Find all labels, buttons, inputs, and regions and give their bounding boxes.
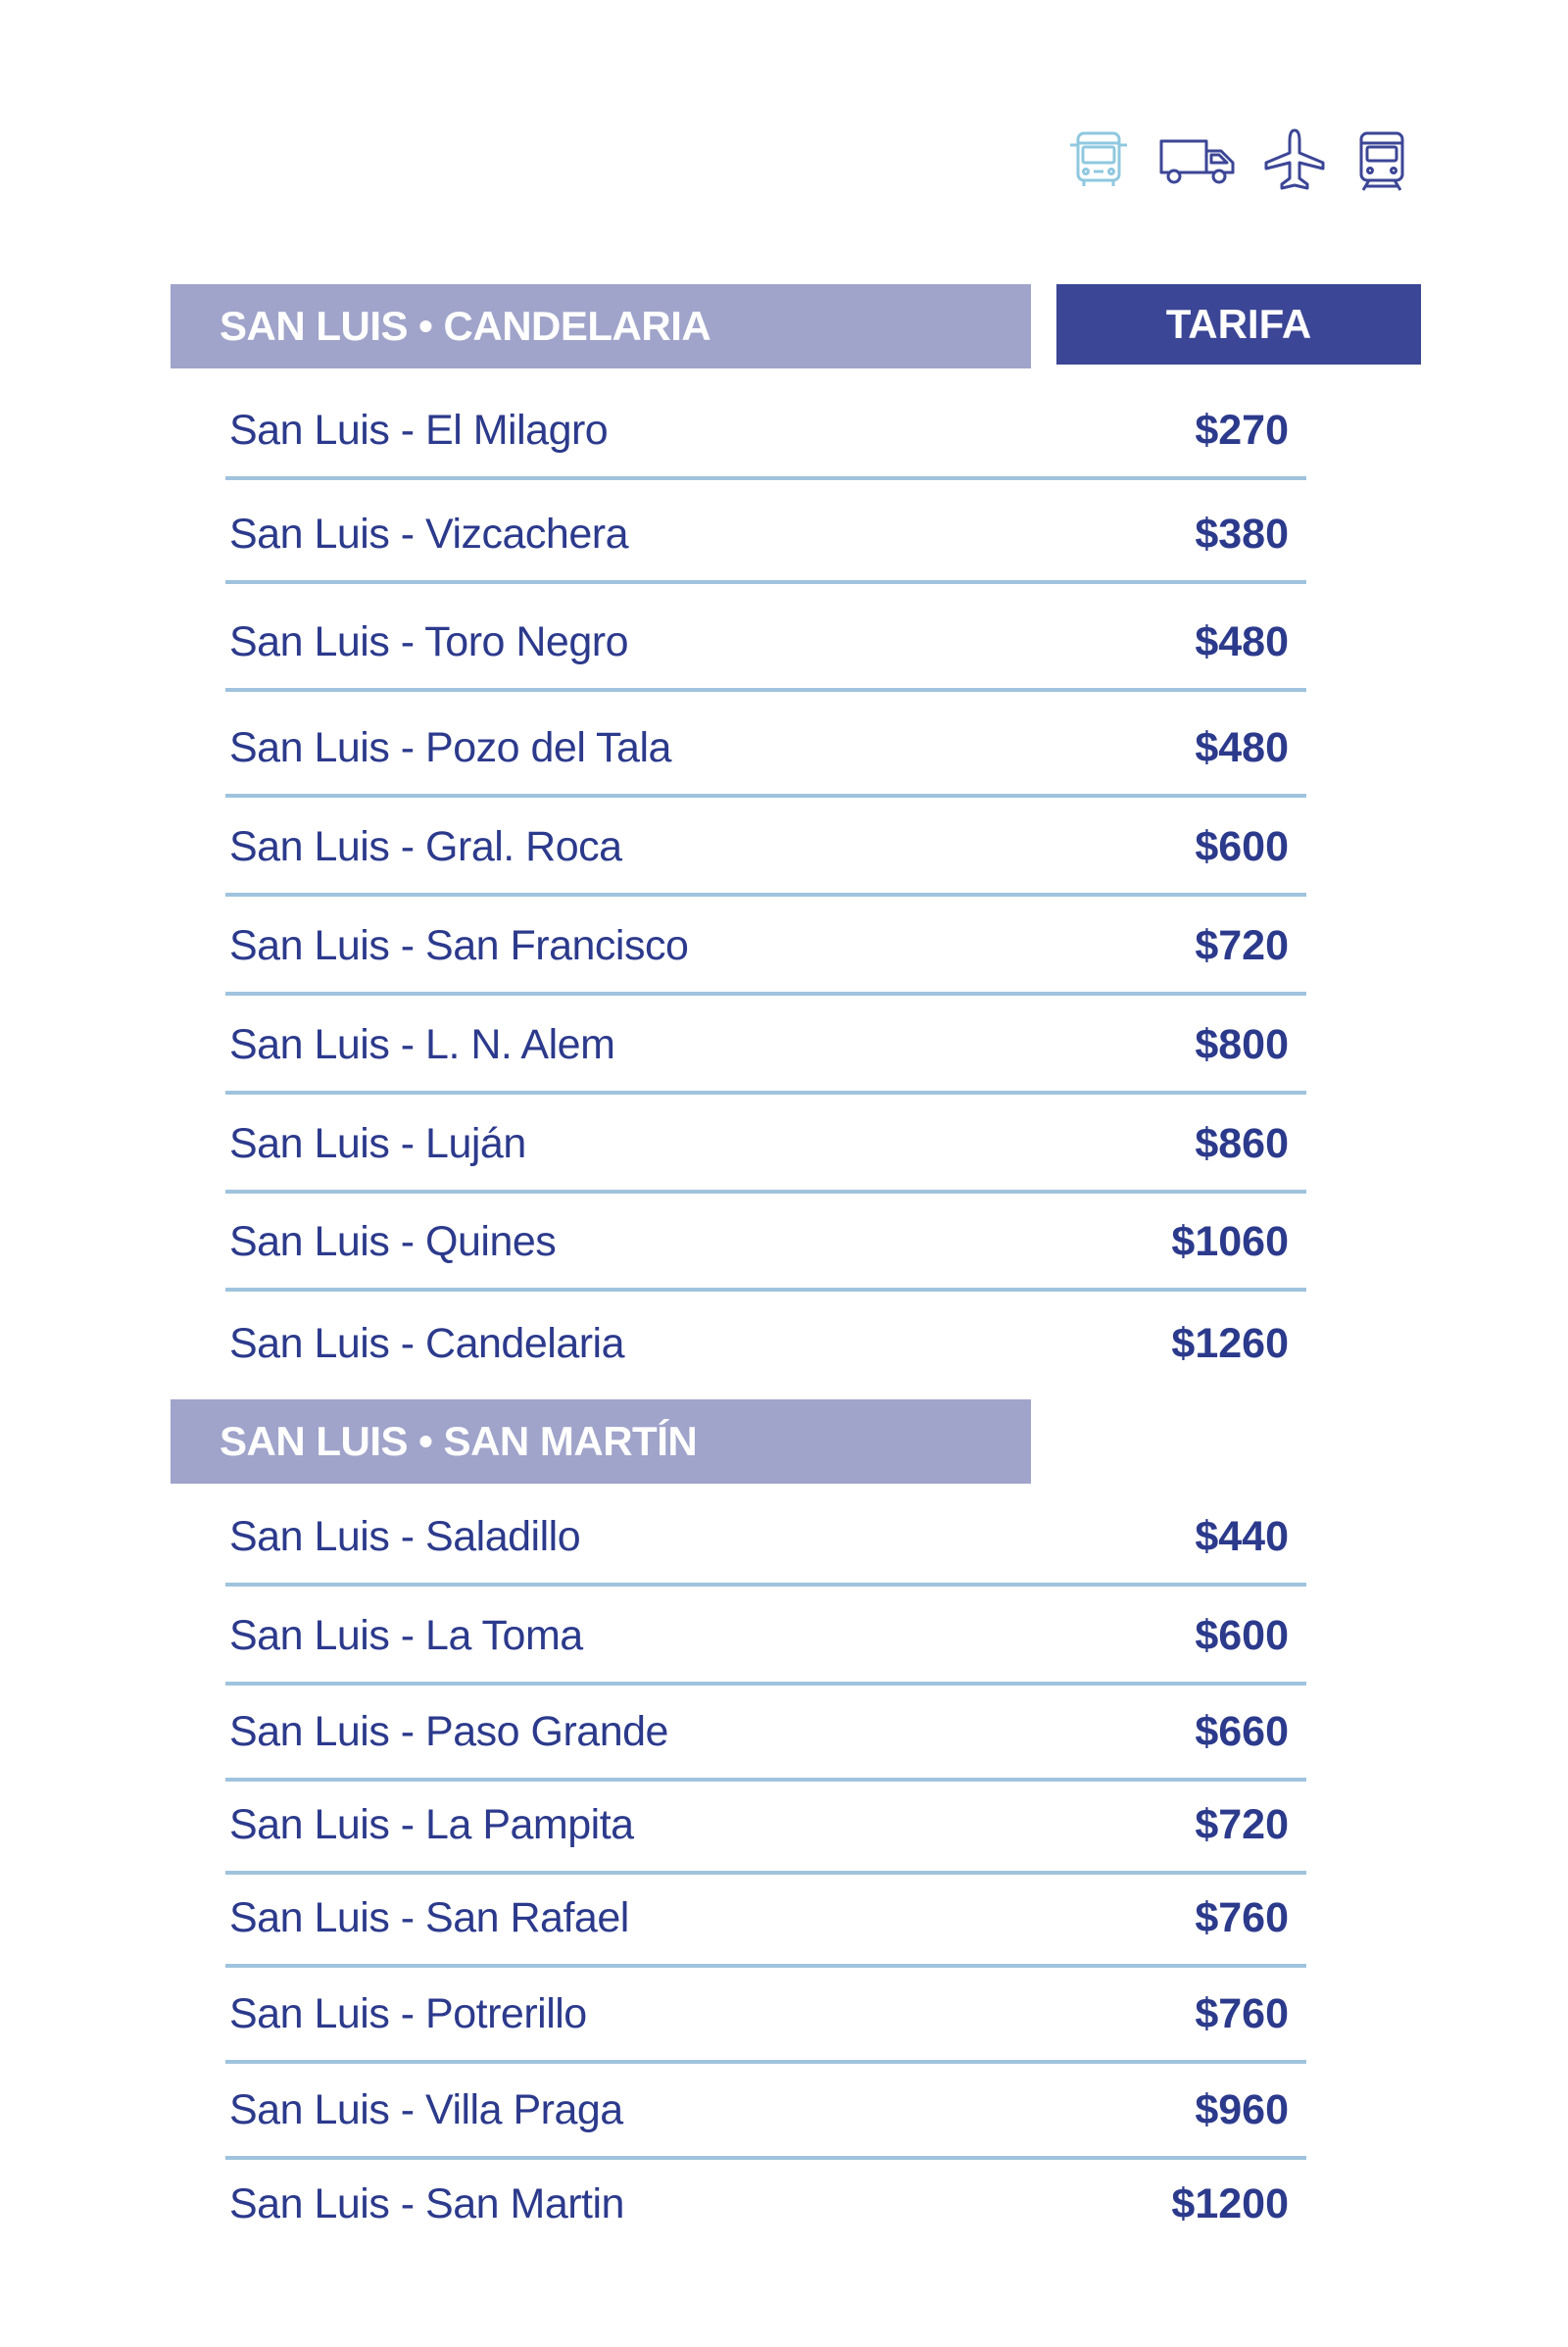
route-name: San Luis - Vizcachera <box>229 511 628 558</box>
route-name: San Luis - Pozo del Tala <box>229 724 671 771</box>
table-row <box>225 798 1306 897</box>
transport-icons <box>1068 129 1406 198</box>
route-name: San Luis - San Francisco <box>229 922 689 969</box>
route-price: $800 <box>1195 1021 1289 1068</box>
route-name: San Luis - Candelaria <box>229 1320 625 1367</box>
table-row <box>225 2160 1306 2250</box>
route-price: $600 <box>1195 823 1289 870</box>
route-price: $380 <box>1195 511 1289 558</box>
route-price: $480 <box>1195 724 1289 771</box>
route-price: $720 <box>1195 1801 1289 1848</box>
route-price: $760 <box>1195 1990 1289 2037</box>
route-name: San Luis - Quines <box>229 1218 557 1265</box>
route-name: San Luis - Luján <box>229 1120 526 1167</box>
route-name: San Luis - San Martin <box>229 2180 624 2227</box>
route-price: $440 <box>1195 1513 1289 1560</box>
route-price: $1060 <box>1171 1218 1289 1265</box>
table-row <box>225 692 1306 798</box>
table-row <box>225 480 1306 584</box>
route-price: $720 <box>1195 922 1289 969</box>
airplane-icon <box>1262 127 1327 192</box>
route-price: $270 <box>1195 407 1289 454</box>
table-row <box>225 2064 1306 2160</box>
table-row <box>225 1095 1306 1194</box>
section-header-candelaria: SAN LUIS • CANDELARIA <box>171 284 1031 368</box>
table-row <box>225 1968 1306 2064</box>
route-name: San Luis - La Toma <box>229 1612 583 1659</box>
table-row <box>225 1686 1306 1782</box>
table-row <box>225 996 1306 1095</box>
route-name: San Luis - San Rafael <box>229 1894 629 1941</box>
bus-icon <box>1068 129 1129 190</box>
route-price: $1260 <box>1171 1320 1289 1367</box>
section-header-san-martin: SAN LUIS • SAN MARTÍN <box>171 1399 1031 1484</box>
table-row <box>225 584 1306 692</box>
tarifa-header: TARIFA <box>1056 284 1421 365</box>
route-name: San Luis - La Pampita <box>229 1801 634 1848</box>
table-row <box>225 1484 1306 1587</box>
route-price: $760 <box>1195 1894 1289 1941</box>
table-row <box>225 1782 1306 1875</box>
route-price: $860 <box>1195 1120 1289 1167</box>
table-row <box>225 369 1306 480</box>
route-price: $660 <box>1195 1708 1289 1755</box>
route-name: San Luis - Villa Praga <box>229 2086 623 2133</box>
route-price: $1200 <box>1171 2180 1289 2227</box>
truck-icon <box>1158 135 1237 188</box>
route-name: San Luis - Gral. Roca <box>229 823 622 870</box>
route-price: $480 <box>1195 618 1289 665</box>
route-price: $600 <box>1195 1612 1289 1659</box>
train-icon <box>1356 129 1407 194</box>
table-row <box>225 1587 1306 1686</box>
route-price: $960 <box>1195 2086 1289 2133</box>
route-name: San Luis - El Milagro <box>229 407 609 454</box>
table-row <box>225 1194 1306 1292</box>
route-name: San Luis - L. N. Alem <box>229 1021 615 1068</box>
route-name: San Luis - Saladillo <box>229 1513 581 1560</box>
route-name: San Luis - Toro Negro <box>229 618 628 665</box>
table-row <box>225 1875 1306 1968</box>
table-row <box>225 897 1306 996</box>
table-row <box>225 1292 1306 1390</box>
route-name: San Luis - Potrerillo <box>229 1990 587 2037</box>
route-name: San Luis - Paso Grande <box>229 1708 668 1755</box>
